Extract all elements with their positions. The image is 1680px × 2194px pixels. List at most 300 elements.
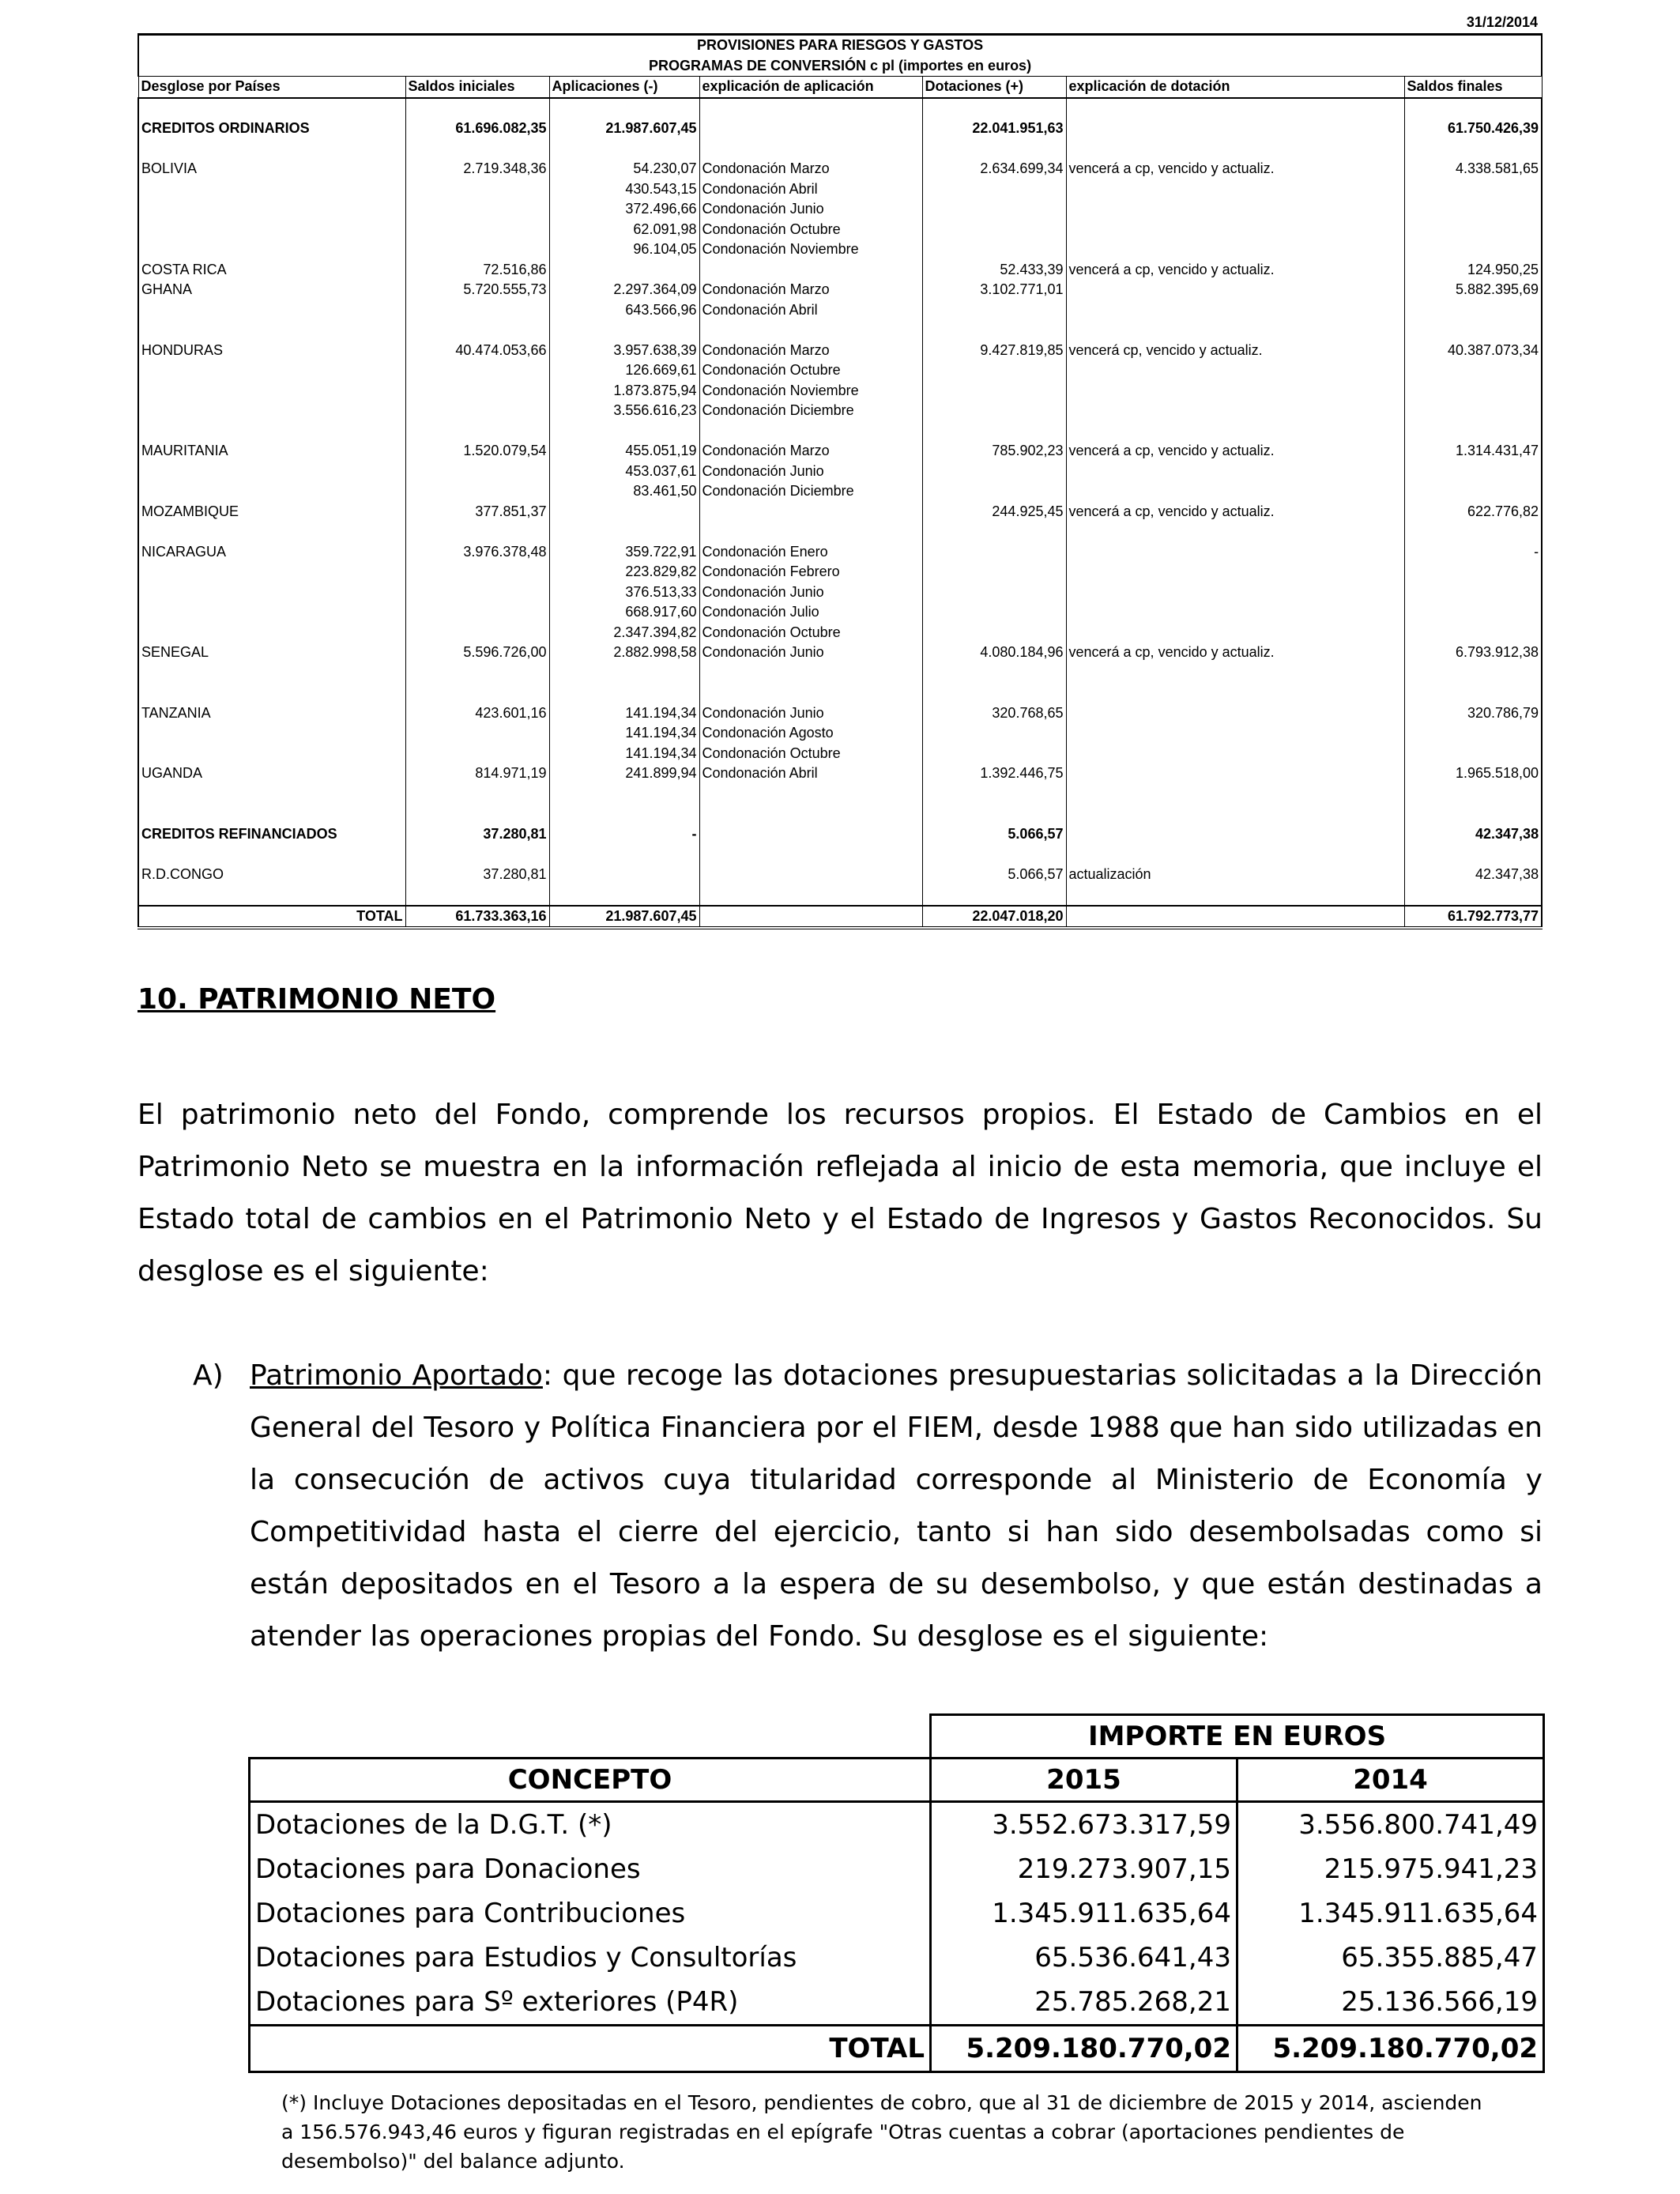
cell-dotacion (922, 239, 1066, 260)
cell-aplicacion: 376.513,33 (549, 582, 699, 603)
provisiones-sheet (137, 11, 1541, 929)
cell-explicacion-dotacion (1066, 320, 1404, 341)
importe-header: IMPORTE EN EUROS (931, 1715, 1544, 1759)
cell-pais (138, 220, 405, 240)
cell-pais: BOLIVIA (138, 159, 405, 179)
cell-saldo-final (1404, 582, 1542, 603)
cell-saldo-final: 320.786,79 (1404, 703, 1542, 724)
cell-saldo-final (1404, 360, 1542, 381)
cell-pais (138, 481, 405, 502)
cell-explicacion-dotacion (1066, 542, 1404, 563)
cell-pais (138, 562, 405, 582)
spacer-row (138, 421, 1542, 442)
cell-explicacion-aplicacion (699, 119, 922, 139)
patrimonio-total-2014: 5.209.180.770,02 (1237, 2026, 1544, 2072)
total-row (138, 906, 1542, 929)
cell-saldo-final (1404, 784, 1542, 805)
concepto-cell: Dotaciones de la D.G.T. (*) (250, 1802, 931, 1848)
cell-explicacion-dotacion: vencerá cp, vencido y actualiz. (1066, 341, 1404, 361)
cell-pais: SENEGAL (138, 643, 405, 663)
cell-saldo-inicial (405, 401, 549, 421)
cell-explicacion-dotacion (1066, 582, 1404, 603)
cell-pais (138, 462, 405, 482)
cell-aplicacion: 455.051,19 (549, 441, 699, 462)
cell-dotacion (922, 98, 1066, 119)
value-2015-cell: 25.785.268,21 (931, 1980, 1237, 2026)
cell-dotacion (922, 683, 1066, 703)
cell-saldo-final: 5.882.395,69 (1404, 280, 1542, 300)
total-saldo-inicial: 61.733.363,16 (405, 906, 549, 929)
cell-pais (138, 179, 405, 200)
cell-pais (138, 300, 405, 321)
cell-explicacion-dotacion: vencerá a cp, vencido y actualiz. (1066, 643, 1404, 663)
cell-explicacion-aplicacion: Condonación Junio (699, 643, 922, 663)
cell-saldo-final (1404, 421, 1542, 442)
cell-aplicacion (549, 421, 699, 442)
cell-aplicacion: 643.566,96 (549, 300, 699, 321)
cell-saldo-final: 42.347,38 (1404, 865, 1542, 885)
cell-aplicacion (549, 320, 699, 341)
cell-saldo-final (1404, 683, 1542, 703)
cell-explicacion-aplicacion (699, 804, 922, 824)
value-2015-cell: 219.273.907,15 (931, 1847, 1237, 1891)
cell-saldo-inicial (405, 179, 549, 200)
cell-explicacion-dotacion (1066, 139, 1404, 160)
cell-pais (138, 804, 405, 824)
cell-dotacion (922, 179, 1066, 200)
cell-aplicacion: 141.194,34 (549, 723, 699, 744)
cell-aplicacion (549, 865, 699, 885)
total-label: TOTAL (138, 906, 405, 929)
cell-pais (138, 623, 405, 643)
cell-explicacion-aplicacion (699, 824, 922, 845)
cell-saldo-final (1404, 522, 1542, 542)
cell-explicacion-dotacion (1066, 462, 1404, 482)
provision-row (138, 723, 1542, 744)
cell-saldo-final: 622.776,82 (1404, 502, 1542, 522)
spacer-row (138, 139, 1542, 160)
concepto-cell: Dotaciones para Donaciones (250, 1847, 931, 1891)
item-text: : que recoge las dotaciones presupuestarias solicitadas a la Dirección General del Tesoro y Política Financiera por el FIEM, desde 1988 que han sido utilizadas en la consecución de activos cuya titularidad corresponde al Ministerio de Economía y Competitividad hasta el cierre del ejercicio, tanto si han sido desembolsadas como si están depositados en el Tesoro a la espera de su desembolso, y que están destinadas a atender las operaciones propias del Fondo. Su desglose es el siguiente: (250, 1359, 1543, 1653)
cell-saldo-final (1404, 98, 1542, 119)
cell-saldo-final (1404, 320, 1542, 341)
provisiones-title: PROVISIONES PARA RIESGOS Y GASTOS (138, 35, 1542, 56)
cell-dotacion (922, 663, 1066, 684)
cell-dotacion (922, 481, 1066, 502)
cell-saldo-final (1404, 401, 1542, 421)
item-paragraph (250, 1350, 1543, 1663)
cell-explicacion-dotacion (1066, 381, 1404, 401)
provision-row (138, 744, 1542, 764)
sheet-date: 31/12/2014 (1466, 14, 1538, 30)
cell-saldo-inicial: 814.971,19 (405, 763, 549, 784)
patrimonio-row (250, 1847, 1544, 1891)
cell-saldo-inicial (405, 239, 549, 260)
header-saldos-finales: Saldos finales (1404, 77, 1542, 98)
value-2015-cell: 3.552.673.317,59 (931, 1802, 1237, 1848)
cell-explicacion-aplicacion (699, 522, 922, 542)
provision-row (138, 119, 1542, 139)
spacer-row (138, 804, 1542, 824)
cell-aplicacion (549, 139, 699, 160)
spacer-row (138, 320, 1542, 341)
cell-explicacion-dotacion (1066, 602, 1404, 623)
cell-aplicacion: 62.091,98 (549, 220, 699, 240)
cell-aplicacion (549, 884, 699, 906)
cell-pais: HONDURAS (138, 341, 405, 361)
cell-explicacion-dotacion: vencerá a cp, vencido y actualiz. (1066, 441, 1404, 462)
cell-pais (138, 421, 405, 442)
cell-explicacion-aplicacion: Condonación Junio (699, 582, 922, 603)
provision-row (138, 481, 1542, 502)
cell-saldo-final: 1.314.431,47 (1404, 441, 1542, 462)
cell-explicacion-dotacion (1066, 703, 1404, 724)
cell-dotacion (922, 542, 1066, 563)
total-explicacion-aplicacion (699, 906, 922, 929)
cell-explicacion-aplicacion: Condonación Octubre (699, 744, 922, 764)
spacer-row (138, 683, 1542, 703)
cell-saldo-final (1404, 199, 1542, 220)
cell-explicacion-aplicacion: Condonación Junio (699, 462, 922, 482)
provision-row (138, 763, 1542, 784)
spacer-row (138, 784, 1542, 805)
cell-pais (138, 884, 405, 906)
cell-saldo-inicial (405, 844, 549, 865)
cell-saldo-inicial (405, 744, 549, 764)
cell-pais (138, 602, 405, 623)
cell-saldo-inicial (405, 582, 549, 603)
value-2014-cell: 25.136.566,19 (1237, 1980, 1544, 2026)
value-2014-cell: 3.556.800.741,49 (1237, 1802, 1544, 1848)
cell-aplicacion: 2.882.998,58 (549, 643, 699, 663)
cell-pais (138, 683, 405, 703)
cell-explicacion-dotacion (1066, 784, 1404, 805)
provisiones-table (137, 33, 1543, 929)
cell-saldo-inicial (405, 784, 549, 805)
patrimonio-row (250, 1980, 1544, 2026)
footnote: (*) Incluye Dotaciones depositadas en el Tesoro, pendientes de cobro, que al 31 de diciembre de 2015 y 2014, ascienden a 156.576.943,46 euros y figuran registradas en el epígrafe "Otras cuentas a cobrar (aportaciones pendientes de desembolso)" del balance adjunto. (281, 2091, 1482, 2173)
cell-pais (138, 663, 405, 684)
cell-aplicacion: 453.037,61 (549, 462, 699, 482)
concepto-header: CONCEPTO (250, 1759, 931, 1802)
cell-pais: CREDITOS ORDINARIOS (138, 119, 405, 139)
concepto-cell: Dotaciones para Contribuciones (250, 1891, 931, 1936)
cell-explicacion-aplicacion (699, 865, 922, 885)
cell-explicacion-aplicacion: Condonación Febrero (699, 562, 922, 582)
cell-aplicacion: 96.104,05 (549, 239, 699, 260)
cell-explicacion-aplicacion (699, 663, 922, 684)
cell-saldo-inicial (405, 199, 549, 220)
provision-row (138, 824, 1542, 845)
cell-saldo-final (1404, 462, 1542, 482)
cell-dotacion: 5.066,57 (922, 865, 1066, 885)
cell-saldo-final: 4.338.581,65 (1404, 159, 1542, 179)
cell-dotacion: 3.102.771,01 (922, 280, 1066, 300)
cell-explicacion-aplicacion (699, 320, 922, 341)
item-term: Patrimonio Aportado (250, 1359, 543, 1392)
provision-row (138, 300, 1542, 321)
cell-saldo-final (1404, 139, 1542, 160)
empty-corner (250, 1715, 931, 1759)
cell-saldo-final: 40.387.073,34 (1404, 341, 1542, 361)
value-2014-cell: 1.345.911.635,64 (1237, 1891, 1544, 1936)
header-dotaciones: Dotaciones (+) (922, 77, 1066, 98)
cell-aplicacion: - (549, 824, 699, 845)
cell-dotacion: 2.634.699,34 (922, 159, 1066, 179)
importe-header-row (250, 1715, 1544, 1759)
cell-explicacion-dotacion: vencerá a cp, vencido y actualiz. (1066, 502, 1404, 522)
cell-saldo-final (1404, 300, 1542, 321)
cell-dotacion (922, 360, 1066, 381)
patrimonio-row (250, 1891, 1544, 1936)
cell-pais (138, 139, 405, 160)
cell-aplicacion: 3.556.616,23 (549, 401, 699, 421)
cell-aplicacion (549, 844, 699, 865)
provision-row (138, 542, 1542, 563)
provision-row (138, 280, 1542, 300)
year-header-2015: 2015 (931, 1759, 1237, 1802)
cell-explicacion-aplicacion (699, 98, 922, 119)
cell-explicacion-aplicacion: Condonación Abril (699, 300, 922, 321)
cell-saldo-final: 61.750.426,39 (1404, 119, 1542, 139)
cell-explicacion-dotacion: vencerá a cp, vencido y actualiz. (1066, 159, 1404, 179)
provisiones-subtitle-row (138, 56, 1542, 77)
cell-dotacion: 52.433,39 (922, 260, 1066, 281)
cell-pais: TANZANIA (138, 703, 405, 724)
total-saldo-final: 61.792.773,77 (1404, 906, 1542, 929)
cell-saldo-final (1404, 804, 1542, 824)
cell-pais (138, 239, 405, 260)
cell-aplicacion (549, 663, 699, 684)
cell-aplicacion: 223.829,82 (549, 562, 699, 582)
cell-explicacion-dotacion (1066, 663, 1404, 684)
provision-row (138, 602, 1542, 623)
provisiones-subtitle: PROGRAMAS DE CONVERSIÓN c pl (importes en euros) (138, 56, 1542, 77)
cell-aplicacion: 83.461,50 (549, 481, 699, 502)
cell-pais (138, 784, 405, 805)
total-aplicacion: 21.987.607,45 (549, 906, 699, 929)
cell-explicacion-dotacion (1066, 300, 1404, 321)
cell-dotacion: 1.392.446,75 (922, 763, 1066, 784)
cell-aplicacion (549, 804, 699, 824)
cell-saldo-inicial (405, 884, 549, 906)
cell-aplicacion: 2.297.364,09 (549, 280, 699, 300)
cell-explicacion-dotacion (1066, 481, 1404, 502)
cell-saldo-inicial (405, 381, 549, 401)
cell-saldo-inicial (405, 723, 549, 744)
cell-saldo-inicial (405, 320, 549, 341)
patrimonio-total-2015: 5.209.180.770,02 (931, 2026, 1237, 2072)
cell-saldo-inicial (405, 300, 549, 321)
cell-dotacion (922, 623, 1066, 643)
cell-explicacion-aplicacion: Condonación Marzo (699, 280, 922, 300)
provision-row (138, 220, 1542, 240)
header-aplicaciones: Aplicaciones (-) (549, 77, 699, 98)
cell-dotacion (922, 421, 1066, 442)
cell-dotacion (922, 884, 1066, 906)
cell-saldo-final: 6.793.912,38 (1404, 643, 1542, 663)
cell-dotacion: 785.902,23 (922, 441, 1066, 462)
header-saldos-iniciales: Saldos iniciales (405, 77, 549, 98)
cell-saldo-inicial (405, 804, 549, 824)
cell-aplicacion: 430.543,15 (549, 179, 699, 200)
cell-dotacion (922, 381, 1066, 401)
provision-row (138, 582, 1542, 603)
cell-explicacion-dotacion (1066, 763, 1404, 784)
cell-explicacion-aplicacion: Condonación Octubre (699, 360, 922, 381)
value-2014-cell: 215.975.941,23 (1237, 1847, 1544, 1891)
cell-explicacion-aplicacion: Condonación Julio (699, 602, 922, 623)
cell-explicacion-aplicacion: Condonación Octubre (699, 623, 922, 643)
cell-dotacion (922, 401, 1066, 421)
cell-explicacion-dotacion: vencerá a cp, vencido y actualiz. (1066, 260, 1404, 281)
cell-explicacion-aplicacion: Condonación Diciembre (699, 481, 922, 502)
cell-pais (138, 320, 405, 341)
cell-saldo-final (1404, 744, 1542, 764)
cell-saldo-final (1404, 844, 1542, 865)
provision-row (138, 441, 1542, 462)
year-header-2014: 2014 (1237, 1759, 1544, 1802)
cell-saldo-inicial: 61.696.082,35 (405, 119, 549, 139)
cell-explicacion-aplicacion: Condonación Junio (699, 703, 922, 724)
cell-aplicacion: 3.957.638,39 (549, 341, 699, 361)
cell-explicacion-aplicacion: Condonación Marzo (699, 341, 922, 361)
provision-row (138, 865, 1542, 885)
patrimonio-row (250, 1802, 1544, 1848)
header-desglose: Desglose por Países (138, 77, 405, 98)
cell-saldo-final (1404, 602, 1542, 623)
cell-dotacion (922, 723, 1066, 744)
cell-aplicacion: 126.669,61 (549, 360, 699, 381)
provision-row (138, 239, 1542, 260)
cell-explicacion-aplicacion (699, 421, 922, 442)
cell-saldo-inicial: 72.516,86 (405, 260, 549, 281)
cell-pais (138, 744, 405, 764)
provision-row (138, 643, 1542, 663)
cell-dotacion (922, 522, 1066, 542)
cell-saldo-inicial (405, 220, 549, 240)
cell-pais (138, 360, 405, 381)
provision-row (138, 260, 1542, 281)
item-letter: A) (193, 1359, 224, 1392)
cell-aplicacion: 668.917,60 (549, 602, 699, 623)
cell-dotacion (922, 199, 1066, 220)
cell-saldo-final (1404, 481, 1542, 502)
spacer-row (138, 663, 1542, 684)
cell-explicacion-aplicacion: Condonación Junio (699, 199, 922, 220)
cell-saldo-inicial (405, 98, 549, 119)
cell-explicacion-aplicacion: Condonación Enero (699, 542, 922, 563)
cell-aplicacion (549, 522, 699, 542)
cell-saldo-final (1404, 220, 1542, 240)
cell-saldo-inicial: 37.280,81 (405, 824, 549, 845)
provisiones-header-row (138, 77, 1542, 98)
provision-row (138, 199, 1542, 220)
cell-pais: COSTA RICA (138, 260, 405, 281)
cell-pais (138, 381, 405, 401)
cell-explicacion-dotacion (1066, 683, 1404, 703)
provision-row (138, 360, 1542, 381)
provision-row (138, 462, 1542, 482)
cell-explicacion-dotacion (1066, 884, 1404, 906)
cell-explicacion-aplicacion (699, 502, 922, 522)
cell-pais: MOZAMBIQUE (138, 502, 405, 522)
value-2015-cell: 1.345.911.635,64 (931, 1891, 1237, 1936)
cell-dotacion: 320.768,65 (922, 703, 1066, 724)
cell-saldo-inicial: 5.596.726,00 (405, 643, 549, 663)
cell-dotacion (922, 139, 1066, 160)
cell-aplicacion: 21.987.607,45 (549, 119, 699, 139)
cell-pais (138, 199, 405, 220)
cell-explicacion-dotacion (1066, 723, 1404, 744)
cell-explicacion-aplicacion (699, 260, 922, 281)
cell-dotacion (922, 300, 1066, 321)
cell-saldo-inicial (405, 139, 549, 160)
provision-row (138, 179, 1542, 200)
total-explicacion-dotacion (1066, 906, 1404, 929)
spacer-row (138, 884, 1542, 906)
cell-aplicacion (549, 98, 699, 119)
cell-explicacion-aplicacion: Condonación Abril (699, 179, 922, 200)
cell-explicacion-dotacion (1066, 239, 1404, 260)
cell-explicacion-dotacion (1066, 98, 1404, 119)
cell-explicacion-dotacion (1066, 421, 1404, 442)
cell-dotacion (922, 320, 1066, 341)
cell-explicacion-dotacion (1066, 804, 1404, 824)
cell-explicacion-dotacion (1066, 179, 1404, 200)
cell-explicacion-aplicacion (699, 844, 922, 865)
cell-saldo-final (1404, 663, 1542, 684)
cell-aplicacion: 141.194,34 (549, 744, 699, 764)
cell-dotacion (922, 602, 1066, 623)
patrimonio-header-row (250, 1759, 1544, 1802)
cell-aplicacion: 2.347.394,82 (549, 623, 699, 643)
provision-row (138, 623, 1542, 643)
cell-explicacion-dotacion (1066, 522, 1404, 542)
cell-saldo-final (1404, 623, 1542, 643)
cell-dotacion (922, 844, 1066, 865)
total-dotacion: 22.047.018,20 (922, 906, 1066, 929)
cell-saldo-inicial (405, 421, 549, 442)
cell-saldo-inicial: 5.720.555,73 (405, 280, 549, 300)
cell-dotacion (922, 804, 1066, 824)
cell-explicacion-dotacion (1066, 844, 1404, 865)
cell-pais (138, 844, 405, 865)
cell-explicacion-dotacion (1066, 199, 1404, 220)
value-2015-cell: 65.536.641,43 (931, 1936, 1237, 1980)
cell-pais (138, 98, 405, 119)
cell-aplicacion: 241.899,94 (549, 763, 699, 784)
cell-pais (138, 723, 405, 744)
cell-dotacion: 22.041.951,63 (922, 119, 1066, 139)
header-explicacion-aplicacion: explicación de aplicación (699, 77, 922, 98)
cell-saldo-inicial (405, 663, 549, 684)
cell-pais (138, 401, 405, 421)
cell-saldo-inicial: 37.280,81 (405, 865, 549, 885)
cell-aplicacion (549, 784, 699, 805)
cell-explicacion-aplicacion (699, 683, 922, 703)
cell-explicacion-aplicacion (699, 139, 922, 160)
cell-dotacion (922, 784, 1066, 805)
cell-saldo-inicial (405, 462, 549, 482)
cell-pais (138, 522, 405, 542)
value-2014-cell: 65.355.885,47 (1237, 1936, 1544, 1980)
cell-saldo-inicial (405, 562, 549, 582)
cell-pais: UGANDA (138, 763, 405, 784)
cell-saldo-final (1404, 562, 1542, 582)
cell-explicacion-dotacion (1066, 562, 1404, 582)
cell-explicacion-aplicacion: Condonación Agosto (699, 723, 922, 744)
